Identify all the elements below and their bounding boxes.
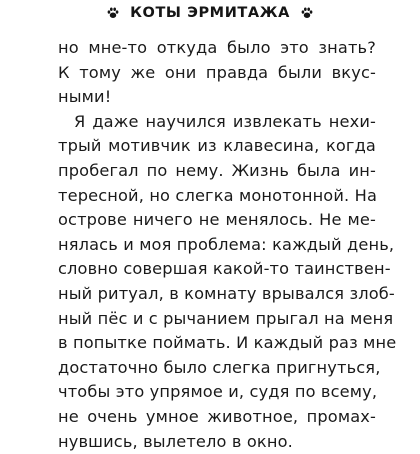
text-line: ными! xyxy=(58,85,376,110)
text-line: не очень умное животное, промах- xyxy=(58,405,376,430)
paw-icon xyxy=(300,6,314,20)
text-line: нувшись, вылетело в окно. xyxy=(58,430,376,454)
text-line: но мне-то откуда было это знать? xyxy=(58,36,376,61)
body-text xyxy=(58,36,376,454)
text-line: Я даже научился извлекать нехи- xyxy=(58,110,376,135)
text-line: К тому же они правда были вкус- xyxy=(58,61,376,86)
text-line: трый мотивчик из клавесина, когда xyxy=(58,134,376,159)
text-line: ный ритуал, в комнату врывался злоб- xyxy=(58,282,376,307)
text-line: острове ничего не менялось. Не ме- xyxy=(58,208,376,233)
text-line: чтобы это упрямое и, судя по всему, xyxy=(58,380,376,405)
text-line: ный пёс и с рычанием прыгал на меня xyxy=(58,307,376,332)
paw-icon xyxy=(106,6,120,20)
text-line: пробегал по нему. Жизнь была ин- xyxy=(58,159,376,184)
running-header xyxy=(0,1,420,25)
text-line: тересной, но слегка монотонной. На xyxy=(58,184,376,209)
text-line: достаточно было слегка пригнуться, xyxy=(58,356,376,381)
text-line: в попытке поймать. И каждый раз мне xyxy=(58,331,376,356)
header-title: КОТЫ ЭРМИТАЖА xyxy=(130,5,290,21)
text-line: нялась и моя проблема: каждый день, xyxy=(58,233,376,258)
text-line: словно совершая какой-то таинствен- xyxy=(58,257,376,282)
